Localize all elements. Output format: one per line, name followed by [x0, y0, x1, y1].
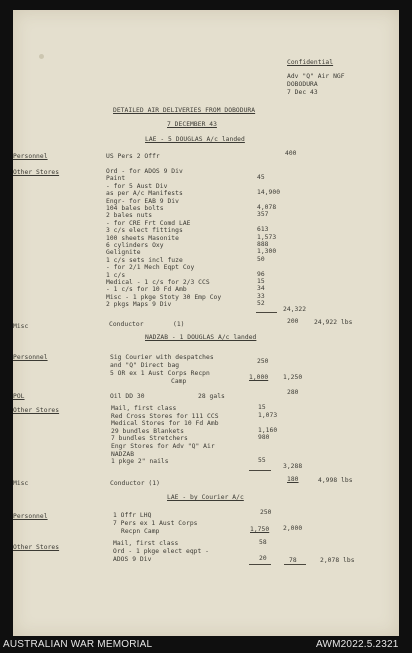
store-qty: 58: [259, 539, 267, 546]
misc-desc: Conductor (1): [110, 480, 160, 487]
store-qty: 34: [257, 285, 265, 293]
pol-desc: Oil DD 30: [110, 393, 145, 400]
misc-desc: Conductor: [109, 321, 144, 328]
subtotal-rule: [284, 564, 306, 565]
pol-gals: 28 gals: [198, 393, 225, 400]
personnel-line: 5 OR ex 1 Aust Corps Recpn: [110, 370, 210, 377]
personnel-line: Recpn Camp: [121, 528, 160, 535]
sender-address: Adv "Q" Air NGF: [287, 73, 345, 80]
store-line: Paint: [106, 175, 126, 183]
section-total: 4,998 lbs: [318, 477, 353, 484]
personnel-subtotal: 2,000: [283, 525, 303, 532]
store-qty: 1,300: [257, 248, 277, 256]
personnel-qty: 1,750: [250, 526, 270, 533]
store-qty: 613: [257, 226, 269, 234]
store-line: Red Cross Stores for 111 CCS: [111, 412, 219, 420]
store-line: 100 sheets Masonite: [106, 234, 179, 242]
store-line: - for 2/1 Mech Eqpt Coy: [106, 264, 195, 272]
page-subtitle: 7 DECEMBER 43: [167, 121, 217, 128]
personnel-line: Sig Courier with despatches: [110, 354, 214, 361]
section-heading-lae: LAE - 5 DOUGLAS A/c landed: [145, 136, 245, 143]
section-total: 24,922 lbs: [314, 319, 353, 326]
footer-accession: AWM2022.5.2321: [316, 639, 399, 650]
store-line: Ord - for ADOS 9 Div: [106, 168, 183, 175]
store-qty: 20: [259, 555, 267, 562]
footer-bar: [0, 636, 412, 653]
other-stores-total: 24,322: [283, 306, 307, 313]
personnel-label: Personnel: [13, 354, 48, 361]
section-heading-courier: LAE - by Courier A/c: [167, 494, 244, 501]
store-line: 6 cylinders Oxy: [106, 242, 164, 249]
store-line: Medical - 1 c/s for 2/3 CCS: [106, 279, 210, 286]
other-stores-total: 78: [289, 557, 297, 564]
other-stores-label: Other Stores: [13, 544, 60, 551]
personnel-amount: 400: [285, 150, 297, 157]
store-line: 29 bundles Blankets: [111, 427, 184, 435]
store-line: 104 bales bolts: [106, 205, 164, 212]
store-line: Engr- for EAB 9 Div: [106, 197, 179, 205]
store-qty: 50: [257, 255, 265, 263]
store-line: Engr Stores for Adv "Q" Air: [111, 443, 215, 450]
store-qty: 1,573: [257, 233, 277, 241]
footer-credit: AUSTRALIAN WAR MEMORIAL: [3, 639, 153, 650]
misc-amount: 200: [287, 318, 299, 325]
confidential-label: Confidential: [287, 59, 334, 66]
personnel-qty: 250: [257, 358, 269, 365]
personnel-label: Personnel: [13, 513, 48, 520]
store-line: Ord - 1 pkge elect eqpt -: [113, 548, 210, 555]
store-qty: 15: [258, 404, 266, 411]
store-qty: 1,160: [258, 426, 278, 434]
store-line: 2 pkgs Maps 9 Div: [106, 301, 172, 309]
store-qty: 52: [257, 300, 265, 308]
other-stores-label: Other Stores: [13, 407, 60, 414]
store-line: NADZAB: [111, 450, 135, 458]
store-qty: 888: [257, 241, 269, 248]
document-date: 7 Dec 43: [287, 89, 318, 96]
store-line: 3 c/s elect fittings: [106, 227, 183, 235]
store-line: - 1 c/s for 10 Fd Amb: [106, 286, 187, 294]
pol-amount: 280: [287, 389, 299, 396]
store-line: - for 5 Aust Div: [106, 182, 168, 190]
personnel-line: 1 Offr LHQ: [113, 512, 152, 519]
misc-amount: 180: [287, 476, 299, 483]
personnel-line: Camp: [171, 378, 187, 385]
store-qty: 357: [257, 211, 269, 219]
personnel-line: and "Q" Direct bag: [110, 362, 180, 369]
store-line: 7 bundles Stretchers: [111, 435, 188, 443]
subtotal-rule: [249, 564, 271, 565]
store-qty: 45: [257, 174, 265, 182]
subtotal-rule: [256, 312, 277, 313]
personnel-label: Personnel: [13, 153, 48, 160]
store-qty: 96: [257, 270, 265, 278]
personnel-qty: 1,000: [249, 374, 269, 381]
store-line: 2 bales nuts: [106, 212, 153, 220]
misc-label: Misc: [13, 323, 29, 330]
store-line: 1 pkge 2" nails: [111, 458, 169, 466]
store-qty: 33: [257, 292, 265, 300]
punch-hole: [39, 54, 44, 59]
misc-label: Misc: [13, 480, 29, 487]
store-line: 1 c/s: [106, 271, 126, 279]
pol-label: POL: [13, 393, 25, 400]
store-qty: 14,900: [257, 189, 281, 197]
store-qty: 980: [258, 434, 270, 442]
personnel-line: 7 Pers ex 1 Aust Corps: [113, 520, 198, 527]
personnel-subtotal: 1,250: [283, 374, 303, 381]
personnel-desc: US Pers 2 Offr: [106, 153, 160, 160]
store-line: Mail, first class: [113, 540, 179, 547]
store-line: Misc - 1 pkge Stoty 30 Emp Coy: [106, 293, 222, 301]
misc-count: (1): [173, 321, 185, 328]
store-qty: 15: [257, 278, 265, 285]
other-stores-total: 3,288: [283, 463, 303, 470]
section-heading-nadzab: NADZAB - 1 DOUGLAS A/c landed: [145, 334, 257, 341]
store-line: - for CRE Frt Comd LAE: [106, 219, 191, 227]
document-page: [13, 10, 399, 636]
personnel-qty: 250: [260, 509, 272, 516]
subtotal-rule: [249, 470, 271, 471]
store-line: Mail, first class: [111, 405, 177, 412]
grand-total: 2,078 lbs: [320, 557, 355, 564]
store-line: 1 c/s sets incl fuze: [106, 256, 183, 264]
store-line: Medical Stores for 10 Fd Amb: [111, 420, 219, 428]
store-qty: 4,078: [257, 204, 277, 211]
store-line: ADOS 9 Div: [113, 556, 152, 563]
other-stores-label: Other Stores: [13, 169, 60, 176]
store-qty: 55: [258, 457, 266, 465]
store-line: Gelignite: [106, 249, 141, 257]
page-title: DETAILED AIR DELIVERIES FROM DOBODURA: [113, 107, 256, 114]
store-qty: 1,073: [258, 411, 278, 419]
store-line: as per A/c Manifests: [106, 190, 183, 198]
sender-location: DOBODURA: [287, 81, 318, 88]
